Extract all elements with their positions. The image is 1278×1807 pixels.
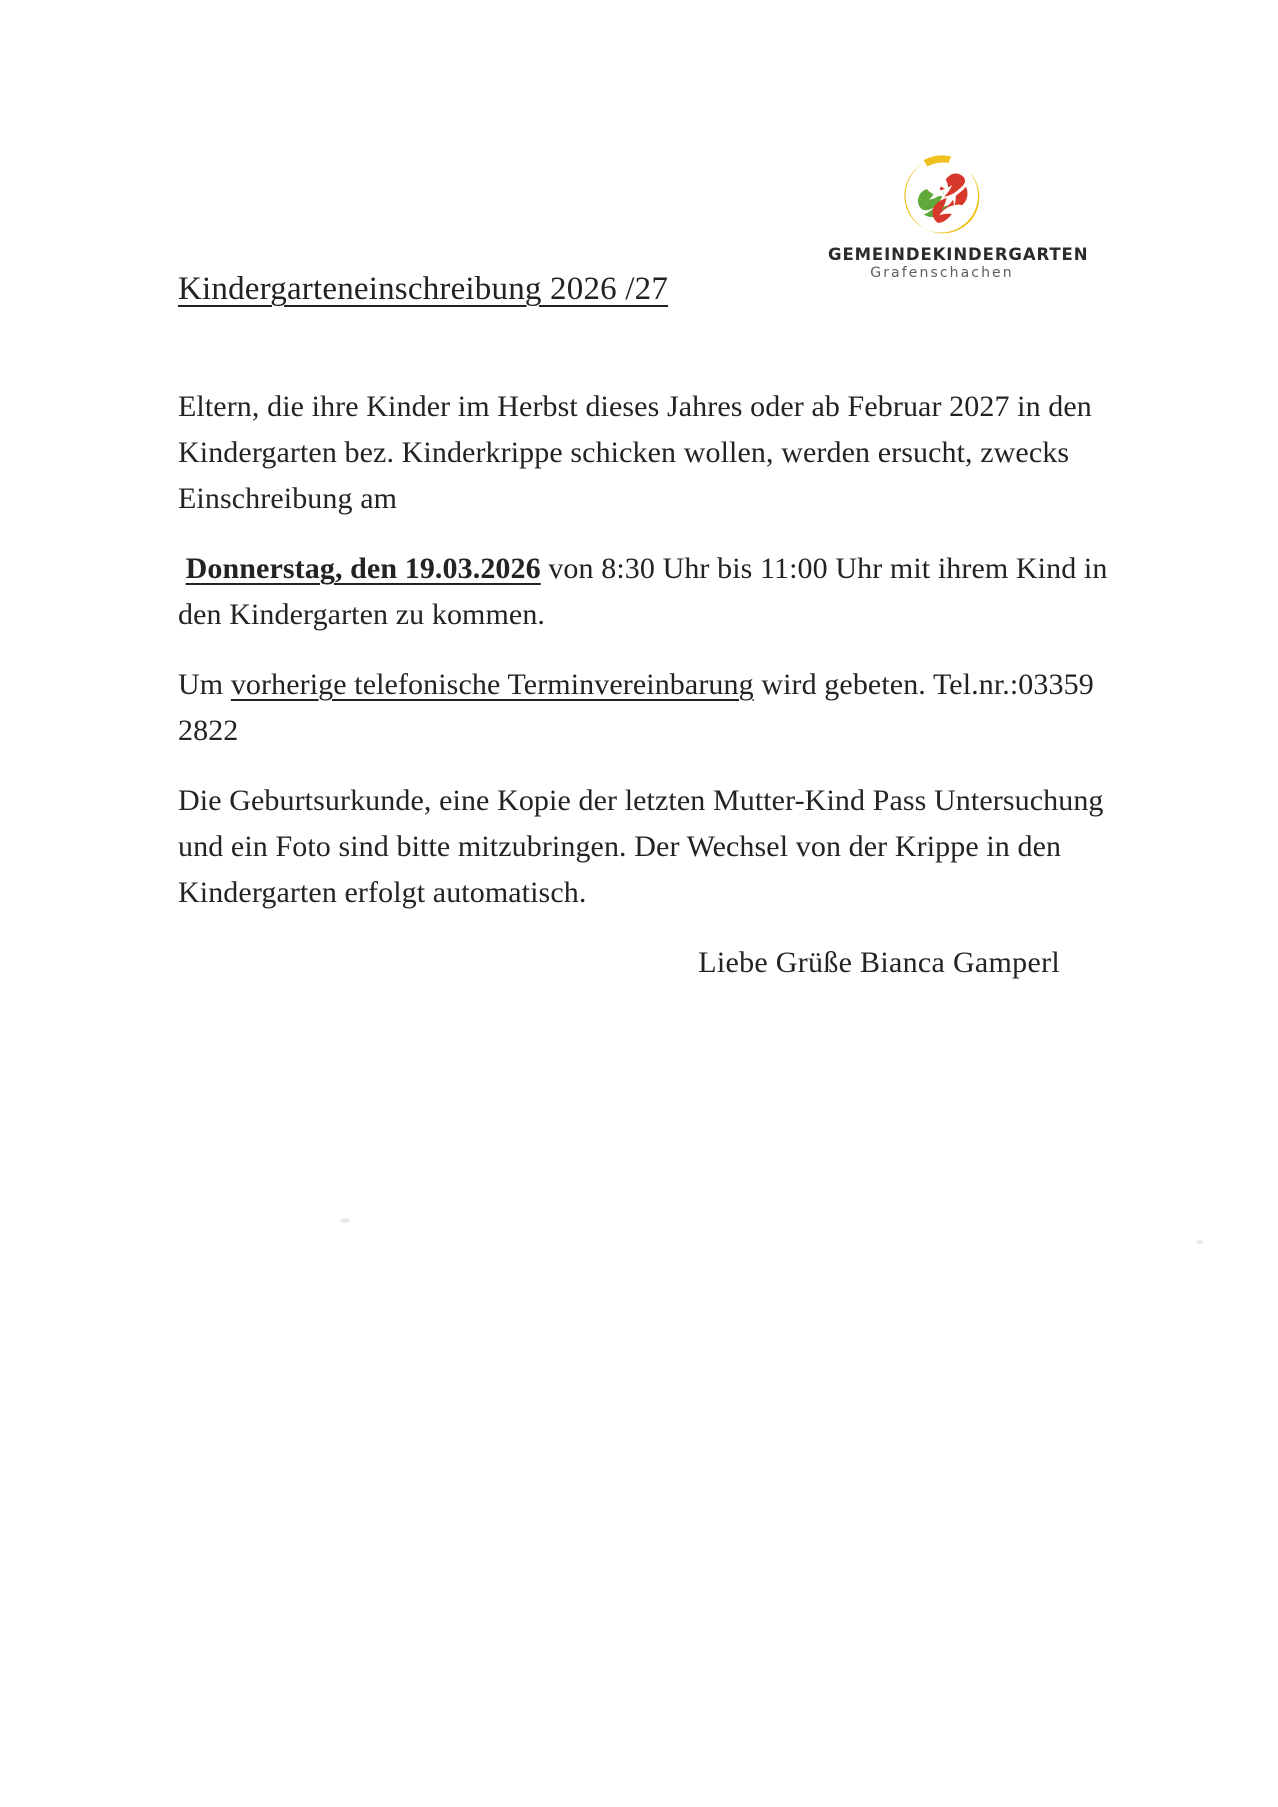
kindergarten-logo [828, 150, 1089, 282]
logo-location-name: Grafenschachen [870, 265, 1014, 282]
document-body [178, 384, 1108, 986]
paragraph-intro [178, 384, 1108, 522]
scan-artifact-speck [1196, 1240, 1203, 1244]
appointment-emphasis: vorherige telefonische Terminvereinbarung [230, 668, 754, 701]
signature-text: Liebe Grüße Bianca Gamperl [698, 946, 1060, 979]
paragraph-phone-appointment [178, 662, 1108, 754]
hands-circle-emblem-icon [896, 150, 988, 242]
enrollment-time-text: von 8:30 Uhr bis 11:00 Uhr mit ihrem Kind in den Kindergarten zu kommen. [178, 552, 1108, 631]
paragraph-appointment [178, 546, 1108, 638]
enrollment-date-emphasis: Donnerstag, den 19.03.2026 [185, 552, 541, 585]
paragraph-intro-text: Eltern, die ihre Kinder im Herbst dieses Jahres oder ab Februar 2027 in den Kindergarten bez. Kinderkrippe schicken wollen, werden ersucht, zwecks Einschreibung am [178, 390, 1092, 515]
appointment-phone-text: wird gebeten. Tel.nr.:03359 2822 [178, 668, 1094, 747]
scan-artifact-speck [340, 1218, 350, 1223]
signature-line [178, 940, 1108, 986]
page-title: Kindergarteneinschreibung 2026 /27 [178, 271, 669, 307]
appointment-lead-text: Um [178, 668, 231, 701]
logo-organization-name: GEMEINDEKINDERGARTEN [828, 245, 1089, 264]
documents-required-text: Die Geburtsurkunde, eine Kopie der letzten Mutter-Kind Pass Untersuchung und ein Foto sind bitte mitzubringen. Der Wechsel von der Krippe in den Kindergarten erfolgt automatisch. [178, 784, 1104, 909]
paragraph-documents-required [178, 778, 1108, 916]
